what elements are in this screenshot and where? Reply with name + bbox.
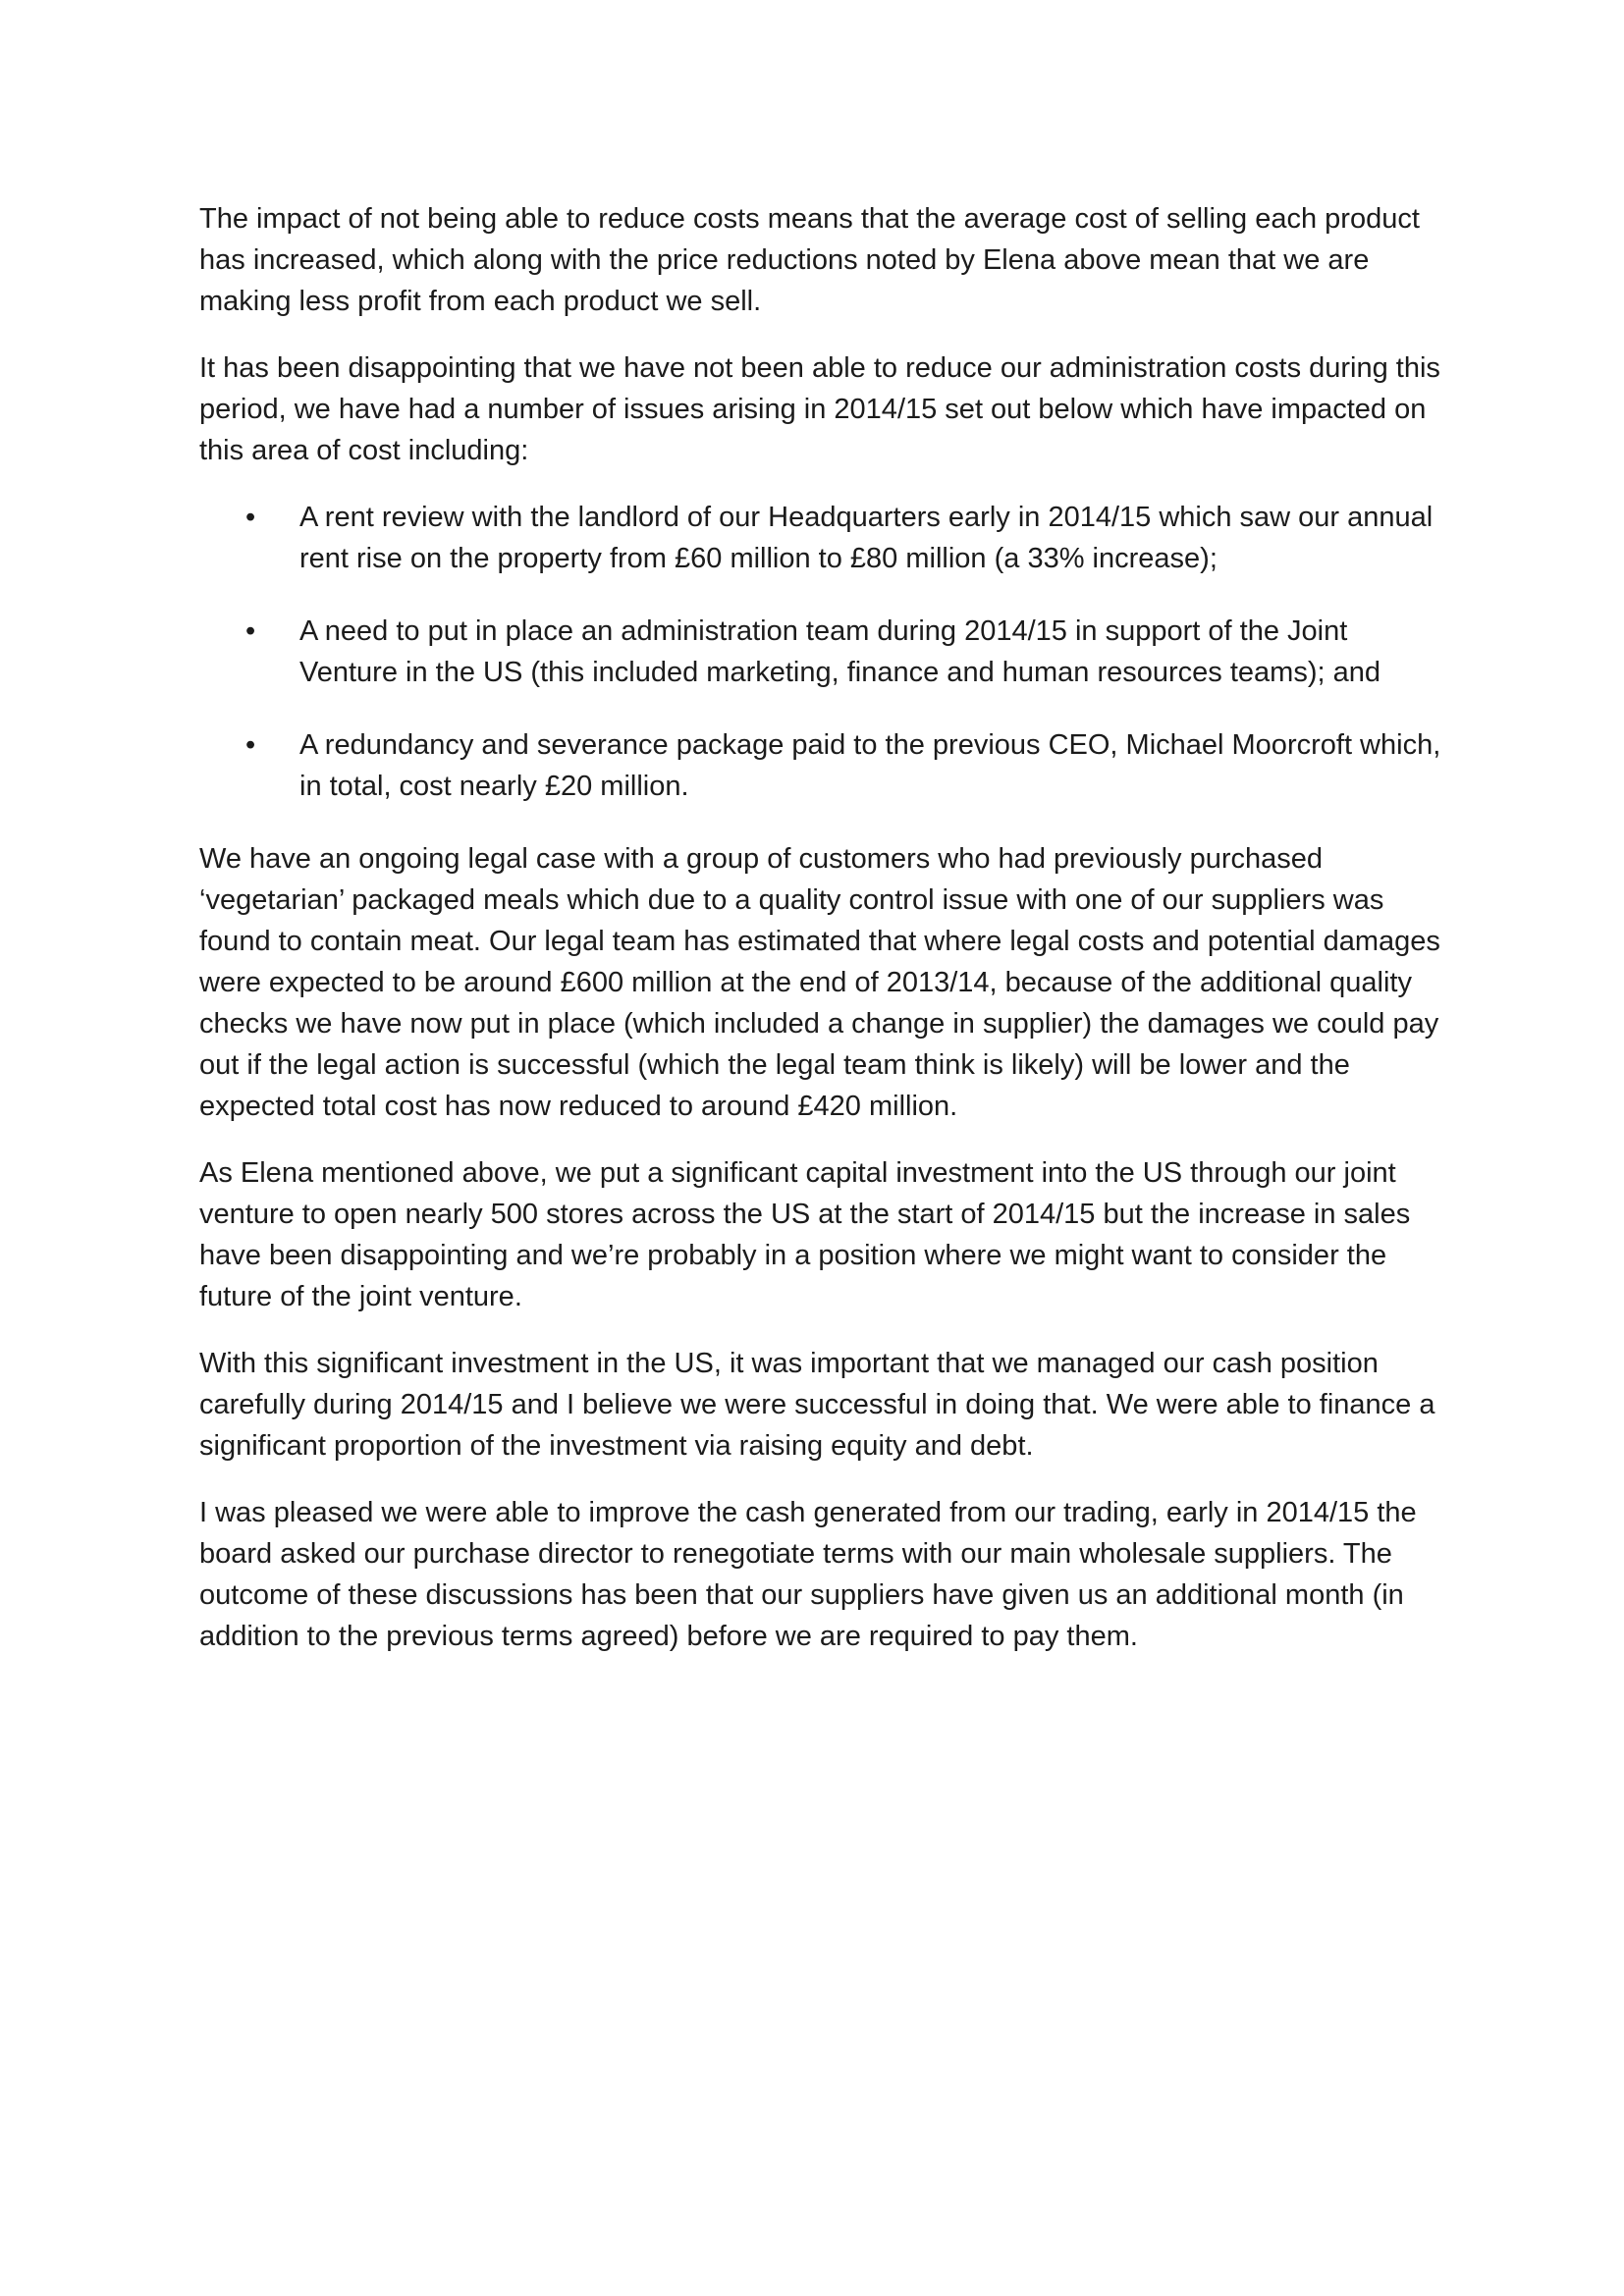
paragraph-cash-position: With this significant investment in the US, it was important that we managed our cash position carefully during 2014/15 and I believe we were successful in doing that. We were able to finance a significant proportion of the investment via raising equity and debt. [199, 1348, 1435, 1462]
paragraph-administration-costs: It has been disappointing that we have not been able to reduce our administration costs during this period, we have had a number of issues arising in 2014/15 set out below which have impacted on this area of cost including: [199, 352, 1440, 466]
bullet-text: A rent review with the landlord of our Headquarters early in 2014/15 which saw our annual rent rise on the property from £60 million to £80 million (a 33% increase); [299, 502, 1434, 574]
bullet-text: A redundancy and severance package paid to the previous CEO, Michael Moorcroft which, in total, cost nearly £20 million. [299, 729, 1441, 802]
bullet-item-administration-team [199, 611, 1448, 693]
paragraph-legal-case: We have an ongoing legal case with a group of customers who had previously purchased ‘vegetarian’ packaged meals which due to a quality control issue with one of our suppliers was found to contain meat. Our legal team has estimated that where legal costs and potential damages were expected to be around £600 million at the end of 2013/14, because of the additional quality checks we have now put in place (which included a change in supplier) the damages we could pay out if the legal action is successful (which the legal team think is likely) will be lower and the expected total cost has now reduced to around £420 million. [199, 843, 1440, 1122]
paragraph-supplier-terms: I was pleased we were able to improve the cash generated from our trading, early in 2014/15 the board asked our purchase director to renegotiate terms with our main wholesale suppliers. The outcome of these discussions has been that our suppliers have given us an additional month (in addition to the previous terms agreed) before we are required to pay them. [199, 1497, 1417, 1652]
bullet-item-redundancy-package [199, 724, 1448, 807]
bullet-item-rent-review [199, 497, 1448, 579]
bullet-text: A need to put in place an administration team during 2014/15 in support of the Joint Venture in the US (this included marketing, finance and human resources teams); and [299, 615, 1380, 688]
bullet-icon: • [245, 615, 256, 647]
paragraph-joint-venture: As Elena mentioned above, we put a significant capital investment into the US through our joint venture to open nearly 500 stores across the US at the start of 2014/15 but the increase in sales have been disappointing and we’re probably in a position where we might want to consider the future of the joint venture. [199, 1157, 1411, 1312]
bullet-list [199, 497, 1448, 807]
bullet-icon: • [245, 729, 256, 761]
bullet-icon: • [245, 502, 256, 533]
paragraph-impact-costs: The impact of not being able to reduce costs means that the average cost of selling each product has increased, which along with the price reductions noted by Elena above mean that we are making less profit from each product we sell. [199, 203, 1420, 317]
